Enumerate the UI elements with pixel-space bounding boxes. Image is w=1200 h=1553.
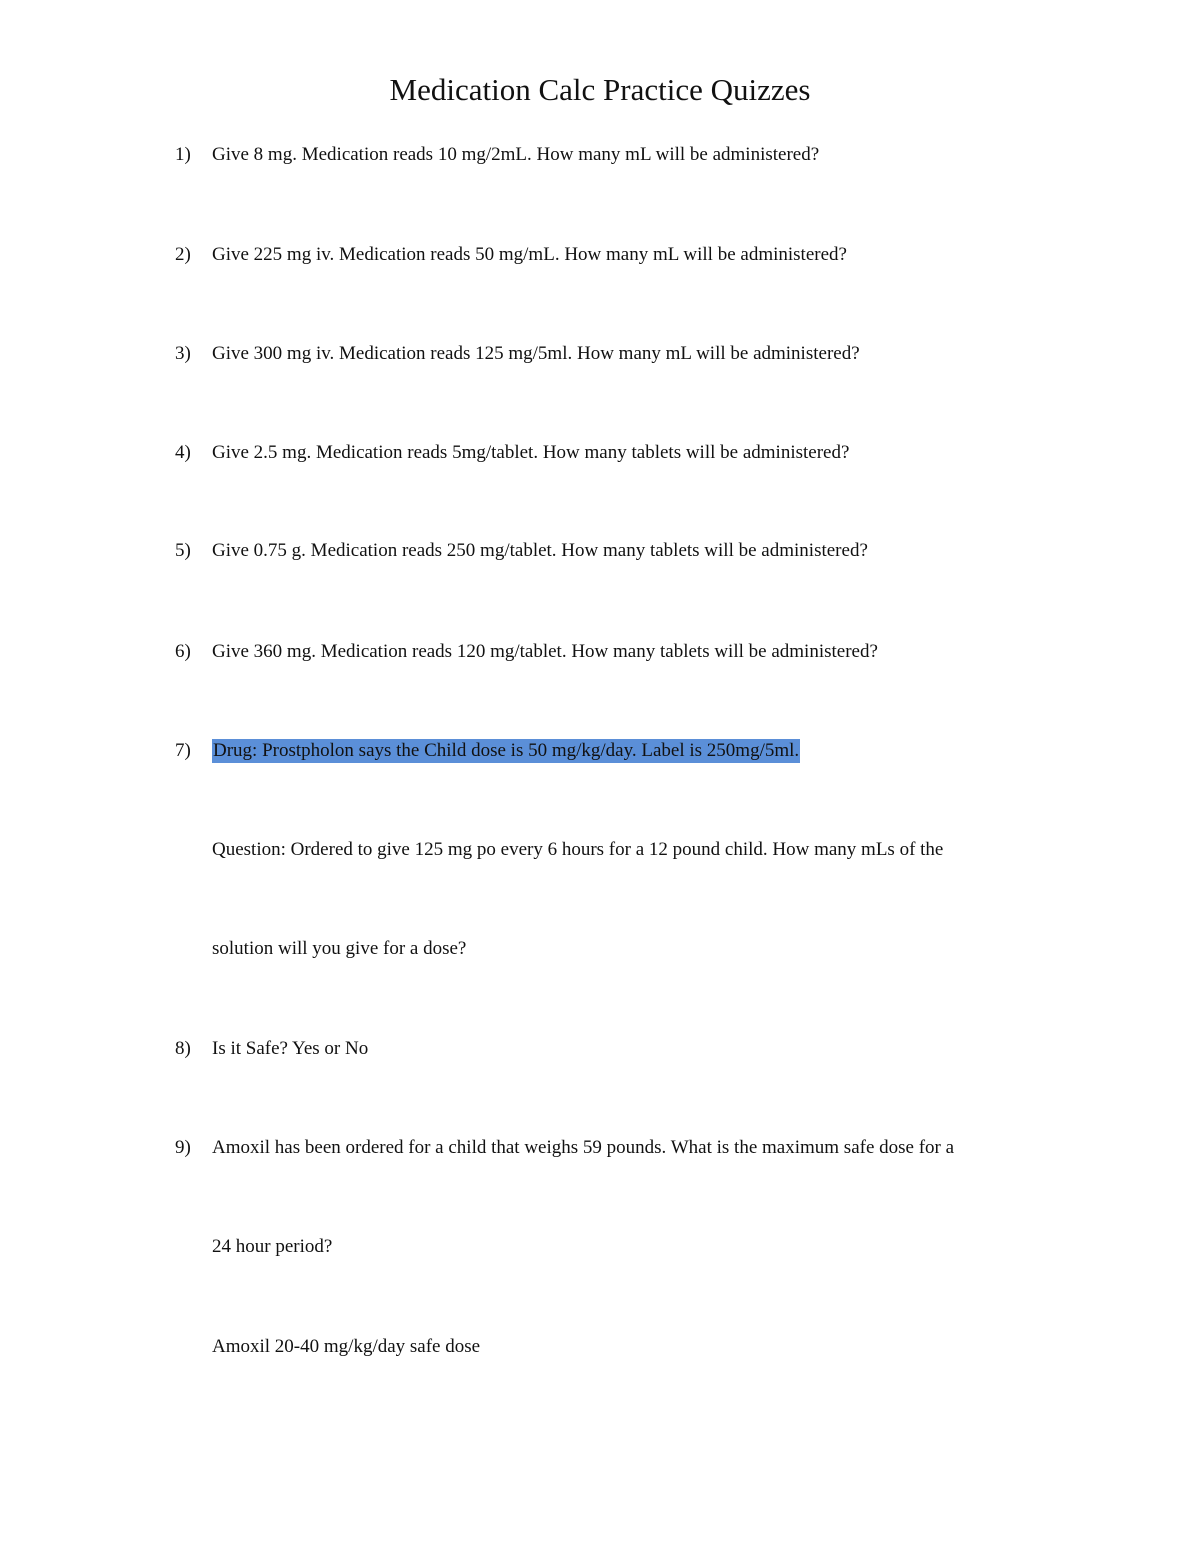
dose-note: Amoxil 20-40 mg/kg/day safe dose — [212, 1336, 481, 1357]
question-text: Give 2.5 mg. Medication reads 5mg/tablet. How many tablets will be administered? — [212, 442, 850, 463]
question-number: 1) — [175, 144, 191, 165]
question-number: 2) — [175, 244, 191, 265]
question-text: Give 8 mg. Medication reads 10 mg/2mL. How many mL will be administered? — [212, 144, 820, 165]
question-number: 6) — [175, 641, 191, 662]
question-text: Give 360 mg. Medication reads 120 mg/tablet. How many tablets will be administered? — [212, 641, 878, 662]
highlighted-selection-text[interactable]: Drug: Prostpholon says the Child dose is 50 mg/kg/day. Label is 250mg/5ml. — [213, 740, 800, 761]
question-number: 5) — [175, 540, 191, 561]
question-text: Give 300 mg iv. Medication reads 125 mg/5ml. How many mL will be administered? — [212, 343, 860, 364]
question-text: Give 0.75 g. Medication reads 250 mg/tablet. How many tablets will be administered? — [212, 540, 868, 561]
question-text: Is it Safe? Yes or No — [212, 1038, 369, 1059]
question-number: 9) — [175, 1137, 191, 1158]
document-title: Medication Calc Practice Quizzes — [389, 72, 811, 107]
question-number: 3) — [175, 343, 191, 364]
question-text: Give 225 mg iv. Medication reads 50 mg/mL. How many mL will be administered? — [212, 244, 847, 265]
question-number: 4) — [175, 442, 191, 463]
question-text-line: 24 hour period? — [212, 1236, 333, 1257]
question-number: 8) — [175, 1038, 191, 1059]
question-text-line: Question: Ordered to give 125 mg po every 6 hours for a 12 pound child. How many mLs of the — [212, 839, 944, 860]
question-text-line: solution will you give for a dose? — [212, 938, 467, 959]
question-number: 7) — [175, 740, 191, 761]
question-text: Amoxil has been ordered for a child that weighs 59 pounds. What is the maximum safe dose for a — [212, 1137, 955, 1158]
